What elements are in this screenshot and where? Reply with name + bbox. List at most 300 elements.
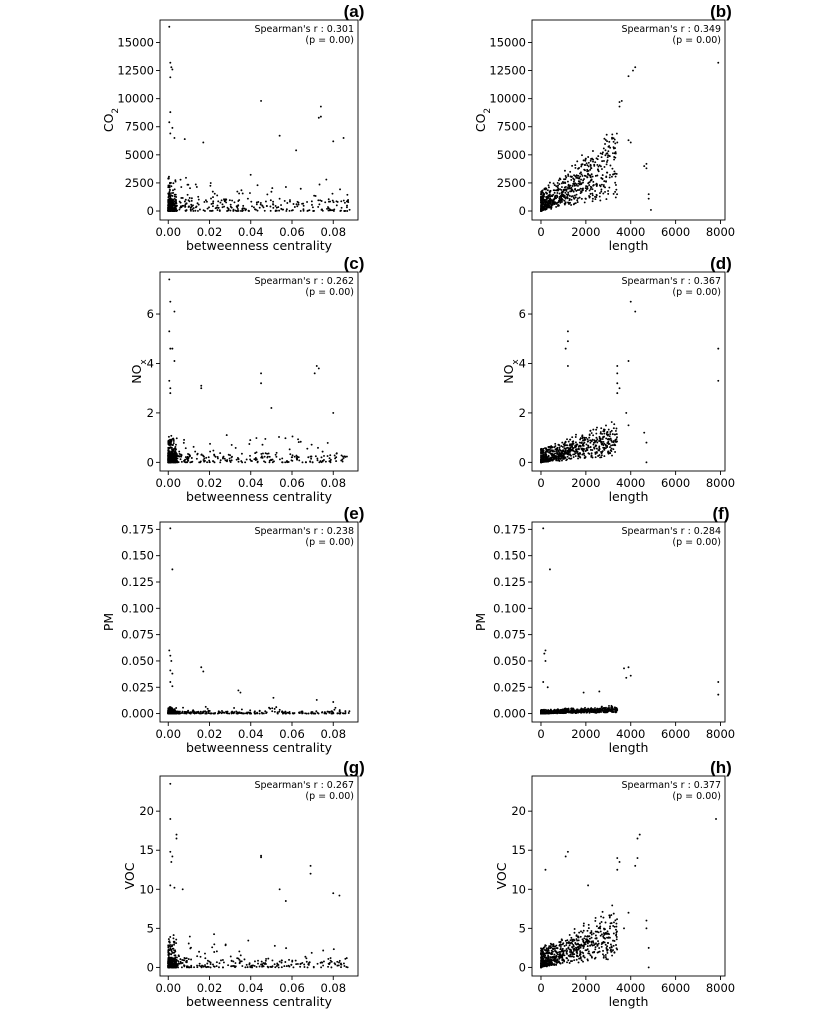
scatter-point (227, 964, 229, 966)
scatter-point (167, 447, 169, 449)
scatter-point (576, 448, 578, 450)
scatter-point (236, 210, 238, 212)
scatter-point (630, 301, 632, 303)
scatter-point (336, 204, 338, 206)
scatter-point (297, 438, 299, 440)
scatter-point (169, 111, 171, 113)
scatter-point (171, 452, 173, 454)
scatter-point (567, 197, 569, 199)
scatter-point (577, 197, 579, 199)
scatter-point (581, 198, 583, 200)
scatter-point (599, 192, 601, 194)
scatter-point (249, 962, 251, 964)
scatter-point (603, 441, 605, 443)
scatter-point (542, 527, 544, 529)
scatter-point (554, 184, 556, 186)
scatter-point (615, 707, 617, 709)
y-tick-label: 6 (518, 307, 526, 322)
scatter-point (256, 451, 258, 453)
scatter-point (298, 204, 300, 206)
scatter-point (307, 966, 309, 968)
scatter-point (717, 62, 719, 64)
scatter-point (277, 964, 279, 966)
scatter-point (178, 209, 180, 211)
scatter-point (612, 152, 614, 154)
scatter-point (601, 168, 603, 170)
scatter-point (327, 442, 329, 444)
scatter-point (574, 195, 576, 197)
scatter-point (171, 708, 173, 710)
scatter-point (565, 449, 567, 451)
scatter-point (334, 707, 336, 709)
scatter-point (548, 184, 550, 186)
scatter-point (568, 457, 570, 459)
scatter-point (581, 434, 583, 436)
y-tick-label: 0.150 (493, 548, 526, 563)
scatter-point (292, 435, 294, 437)
scatter-point (285, 210, 287, 212)
scatter-point (311, 444, 313, 446)
scatter-point (561, 182, 563, 184)
scatter-point (582, 175, 584, 177)
scatter-point (170, 660, 172, 662)
scatter-point (235, 711, 237, 713)
scatter-point (557, 188, 559, 190)
scatter-point (591, 454, 593, 456)
scatter-point (609, 165, 611, 167)
scatter-point (567, 191, 569, 193)
scatter-point (555, 459, 557, 461)
scatter-point (595, 456, 597, 458)
x-tick-label: 0.00 (155, 727, 182, 741)
scatter-point (554, 458, 556, 460)
scatter-point (192, 204, 194, 206)
scatter-point (559, 193, 561, 195)
scatter-point (339, 960, 341, 962)
scatter-point (542, 448, 544, 450)
scatter-point (550, 457, 552, 459)
scatter-point (578, 178, 580, 180)
x-tick-label: 2000 (571, 476, 601, 490)
scatter-point (646, 167, 648, 169)
scatter-point (600, 185, 602, 187)
scatter-point (300, 188, 302, 190)
scatter-point (588, 165, 590, 167)
scatter-point (170, 712, 172, 714)
scatter-point (291, 456, 293, 458)
y-tick-label: 0.000 (493, 706, 526, 721)
scatter-point (619, 101, 621, 103)
scatter-point (559, 177, 561, 179)
scatter-point (561, 712, 563, 714)
scatter-point (174, 452, 176, 454)
scatter-point (266, 205, 268, 207)
scatter-point (279, 709, 281, 711)
scatter-point (311, 200, 313, 202)
scatter-point (616, 382, 618, 384)
scatter-point (273, 460, 275, 462)
scatter-point (256, 712, 258, 714)
scatter-point (576, 160, 578, 162)
scatter-point (289, 448, 291, 450)
scatter-point (540, 713, 542, 715)
scatter-point (261, 713, 263, 715)
scatter-point (284, 961, 286, 963)
scatter-point (555, 206, 557, 208)
scatter-point (212, 460, 214, 462)
scatter-point (171, 568, 173, 570)
scatter-point (302, 461, 304, 463)
scatter-point (548, 186, 550, 188)
scatter-point (262, 457, 264, 459)
scatter-point (604, 154, 606, 156)
scatter-point (573, 456, 575, 458)
scatter-point (607, 146, 609, 148)
scatter-point (169, 301, 171, 303)
scatter-point (256, 966, 258, 968)
scatter-point (592, 429, 594, 431)
scatter-point (551, 712, 553, 714)
x-tick-label: 0.02 (196, 225, 223, 239)
scatter-point (585, 198, 587, 200)
plot-frame (532, 272, 725, 471)
scatter-point (650, 209, 652, 211)
scatter-point (577, 168, 579, 170)
scatter-point (540, 207, 542, 209)
scatter-point (221, 199, 223, 201)
scatter-point (209, 710, 211, 712)
scatter-point (590, 446, 592, 448)
scatter-point (223, 961, 225, 963)
scatter-point (289, 210, 291, 212)
scatter-point (167, 197, 169, 199)
scatter-point (596, 441, 598, 443)
scatter-point (262, 453, 264, 455)
scatter-point (563, 458, 565, 460)
scatter-point (193, 446, 195, 448)
panel-label: (b) (710, 2, 732, 21)
scatter-point (574, 164, 576, 166)
x-tick-label: 0.04 (237, 225, 264, 239)
scatter-point (170, 194, 172, 196)
scatter-point (558, 205, 560, 207)
y-axis-label-subscript: 2 (483, 107, 493, 114)
scatter-point (603, 455, 605, 457)
scatter-point (259, 713, 261, 715)
scatter-point (197, 210, 199, 212)
scatter-point (174, 446, 176, 448)
scatter-point (547, 686, 549, 688)
scatter-point (612, 444, 614, 446)
scatter-point (554, 450, 556, 452)
scatter-point (173, 949, 175, 951)
scatter-point (259, 710, 261, 712)
scatter-point (616, 372, 618, 374)
panel-e (101, 504, 364, 755)
scatter-point (584, 164, 586, 166)
scatter-point (616, 193, 618, 195)
scatter-point (568, 203, 570, 205)
scatter-point (188, 943, 190, 945)
scatter-point (305, 957, 307, 959)
scatter-point (318, 461, 320, 463)
scatter-point (347, 199, 349, 201)
scatter-point (241, 960, 243, 962)
scatter-point (196, 454, 198, 456)
scatter-point (613, 441, 615, 443)
scatter-point (581, 154, 583, 156)
x-axis-label: length (608, 489, 649, 504)
scatter-point (559, 188, 561, 190)
scatter-point (219, 209, 221, 211)
scatter-point (547, 710, 549, 712)
scatter-point (171, 964, 173, 966)
scatter-point (312, 461, 314, 463)
scatter-point (597, 168, 599, 170)
scatter-point (567, 330, 569, 332)
scatter-point (263, 712, 265, 714)
scatter-point (616, 365, 618, 367)
scatter-point (283, 965, 285, 967)
scatter-point (231, 444, 233, 446)
scatter-point (555, 197, 557, 199)
scatter-point (549, 182, 551, 184)
scatter-point (615, 173, 617, 175)
scatter-point (190, 959, 192, 961)
scatter-point (619, 387, 621, 389)
scatter-point (343, 457, 345, 459)
scatter-point (254, 965, 256, 967)
y-axis-label (101, 613, 116, 631)
scatter-point (595, 453, 597, 455)
scatter-point (236, 712, 238, 714)
scatter-point (571, 711, 573, 713)
scatter-point (602, 174, 604, 176)
scatter-point (339, 188, 341, 190)
scatter-point (581, 709, 583, 711)
y-tick-label: 2500 (496, 175, 526, 190)
scatter-point (167, 947, 169, 949)
scatter-point (196, 458, 198, 460)
scatter-point (306, 961, 308, 963)
scatter-point (212, 200, 214, 202)
scatter-point (172, 210, 174, 212)
scatter-point (608, 705, 610, 707)
scatter-point (317, 206, 319, 208)
scatter-point (235, 962, 237, 964)
scatter-point (182, 711, 184, 713)
scatter-point (616, 142, 618, 144)
scatter-point (247, 940, 249, 942)
scatter-point (570, 204, 572, 206)
scatter-point (586, 443, 588, 445)
scatter-point (585, 711, 587, 713)
scatter-point (199, 209, 201, 211)
scatter-point (191, 200, 193, 202)
scatter-point (592, 150, 594, 152)
scatter-point (307, 456, 309, 458)
scatter-point (182, 962, 184, 964)
scatter-point (594, 198, 596, 200)
scatter-point (340, 200, 342, 202)
scatter-point (257, 461, 259, 463)
scatter-point (591, 173, 593, 175)
scatter-point (579, 453, 581, 455)
scatter-point (588, 182, 590, 184)
scatter-point (571, 199, 573, 201)
scatter-point (266, 457, 268, 459)
y-tick-label: 0.175 (493, 522, 526, 537)
scatter-point (172, 456, 174, 458)
scatter-point (250, 174, 252, 176)
scatter-point (236, 957, 238, 959)
scatter-point (574, 445, 576, 447)
scatter-point (592, 185, 594, 187)
scatter-point (231, 456, 233, 458)
scatter-point (599, 200, 601, 202)
scatter-point (167, 442, 169, 444)
scatter-point (614, 434, 616, 436)
scatter-point (290, 964, 292, 966)
x-tick-label: 0.06 (279, 476, 305, 490)
scatter-point (172, 459, 174, 461)
scatter-point (272, 201, 274, 203)
scatter-point (317, 447, 319, 449)
scatter-point (600, 433, 602, 435)
scatter-point (216, 965, 218, 967)
scatter-point (602, 436, 604, 438)
scatter-point (337, 712, 339, 714)
scatter-point (582, 711, 584, 713)
scatter-point (200, 666, 202, 668)
scatter-point (333, 709, 335, 711)
scatter-point (236, 191, 238, 193)
scatter-point (310, 456, 312, 458)
scatter-point (186, 965, 188, 967)
scatter-point (540, 194, 542, 196)
scatter-point (270, 459, 272, 461)
scatter-point (557, 182, 559, 184)
scatter-point (246, 711, 248, 713)
scatter-point (217, 200, 219, 202)
scatter-point (576, 174, 578, 176)
scatter-point (167, 207, 169, 209)
scatter-point (187, 710, 189, 712)
scatter-point (226, 434, 228, 436)
scatter-point (317, 199, 319, 201)
scatter-point (281, 457, 283, 459)
scatter-point (243, 712, 245, 714)
scatter-point (551, 459, 553, 461)
scatter-point (595, 433, 597, 435)
scatter-point (592, 444, 594, 446)
scatter-point (585, 456, 587, 458)
scatter-point (569, 450, 571, 452)
scatter-point (167, 957, 169, 959)
panel-label: (c) (343, 254, 365, 273)
y-tick-label: 15000 (117, 35, 154, 50)
scatter-point (567, 447, 569, 449)
scatter-point (204, 957, 206, 959)
scatter-point (338, 964, 340, 966)
scatter-point (230, 955, 232, 957)
scatter-point (185, 447, 187, 449)
scatter-point (551, 204, 553, 206)
plot-frame (532, 522, 725, 722)
scatter-point (614, 139, 616, 141)
scatter-point (186, 957, 188, 959)
scatter-point (591, 708, 593, 710)
scatter-point (188, 199, 190, 201)
scatter-point (587, 449, 589, 451)
scatter-point (566, 438, 568, 440)
scatter-point (179, 963, 181, 965)
scatter-point (184, 206, 186, 208)
scatter-point (573, 203, 575, 205)
scatter-point (596, 157, 598, 159)
scatter-point (233, 712, 235, 714)
scatter-point (202, 965, 204, 967)
scatter-point (254, 960, 256, 962)
scatter-point (615, 430, 617, 432)
scatter-point (292, 454, 294, 456)
scatter-point (334, 455, 336, 457)
scatter-point (297, 201, 299, 203)
scatter-point (580, 708, 582, 710)
scatter-point (242, 205, 244, 207)
scatter-point (583, 710, 585, 712)
scatter-point (541, 452, 543, 454)
scatter-point (200, 387, 202, 389)
scatter-point (328, 963, 330, 965)
scatter-point (595, 196, 597, 198)
scatter-point (600, 438, 602, 440)
scatter-point (325, 179, 327, 181)
scatter-point (558, 200, 560, 202)
y-tick-label: 0.050 (493, 653, 526, 668)
scatter-point (308, 713, 310, 715)
scatter-point (584, 160, 586, 162)
scatter-point (542, 206, 544, 208)
scatter-point (188, 958, 190, 960)
scatter-point (181, 966, 183, 968)
scatter-point (176, 437, 178, 439)
scatter-point (574, 711, 576, 713)
y-axis-label-main: CO (473, 113, 488, 133)
scatter-point (300, 441, 302, 443)
scatter-point (175, 208, 177, 210)
scatter-point (554, 192, 556, 194)
scatter-point (289, 199, 291, 201)
scatter-point (571, 165, 573, 167)
scatter-point (274, 963, 276, 965)
scatter-point (275, 456, 277, 458)
scatter-point (295, 149, 297, 151)
scatter-point (179, 201, 181, 203)
scatter-point (558, 179, 560, 181)
scatter-point (346, 210, 348, 212)
scatter-point (549, 449, 551, 451)
scatter-point (585, 710, 587, 712)
scatter-point (173, 960, 175, 962)
scatter-point (179, 455, 181, 457)
scatter-point (609, 446, 611, 448)
scatter-point (315, 710, 317, 712)
scatter-point (580, 437, 582, 439)
scatter-point (231, 459, 233, 461)
scatter-point (614, 444, 616, 446)
scatter-point (596, 438, 598, 440)
